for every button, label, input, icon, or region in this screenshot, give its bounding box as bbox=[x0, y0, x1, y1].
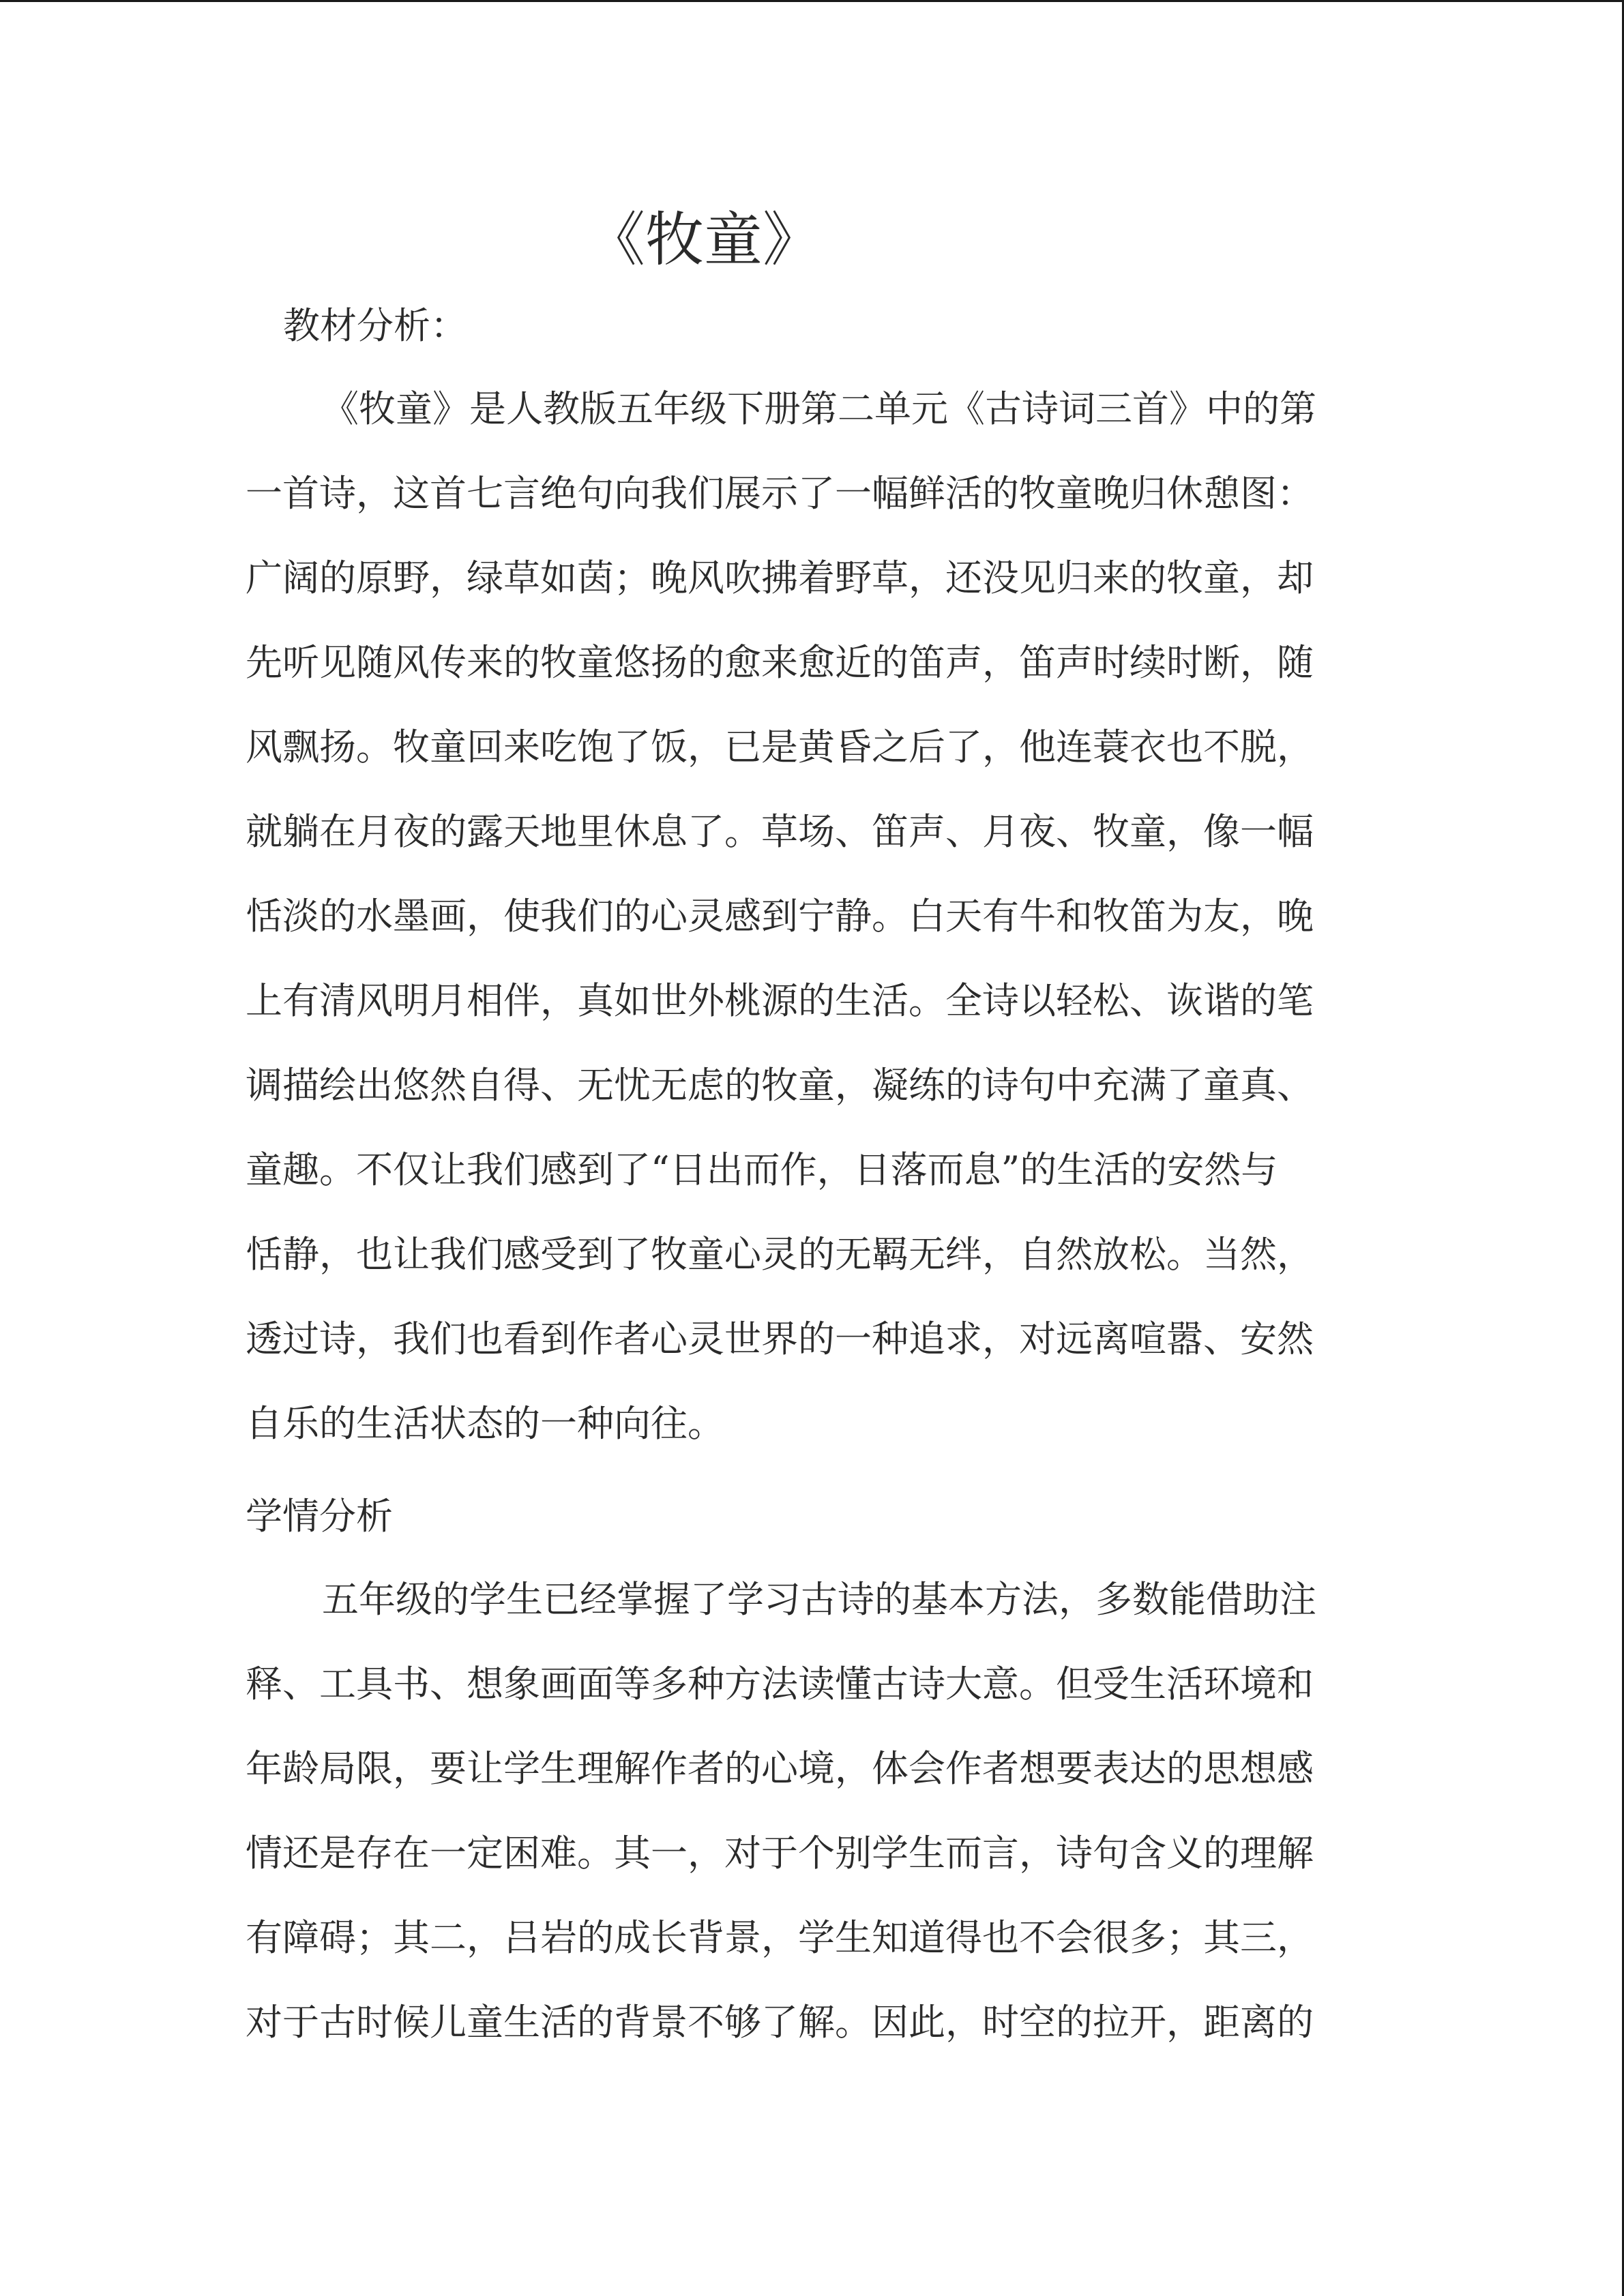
paragraph-line: 童趣。不仅让我们感到了“日出而作，日落而息”的生活的安然与 bbox=[246, 1148, 1278, 1191]
paragraph-line: 年龄局限，要让学生理解作者的心境，体会作者想要表达的思想感 bbox=[246, 1747, 1314, 1790]
paragraph-line: 先听见随风传来的牧童悠扬的愈来愈近的笛声，笛声时续时断，随 bbox=[246, 641, 1314, 684]
paragraph-line: 释、工具书、想象画面等多种方法读懂古诗大意。但受生活环境和 bbox=[246, 1663, 1314, 1705]
section-heading-student-analysis: 学情分析 bbox=[246, 1495, 393, 1538]
paragraph-line: 调描绘出悠然自得、无忧无虑的牧童，凝练的诗句中充满了童真、 bbox=[246, 1064, 1314, 1107]
section-heading-textbook-analysis: 教材分析： bbox=[283, 304, 467, 347]
paragraph-line: 恬静，也让我们感受到了牧童心灵的无羁无绊，自然放松。当然， bbox=[246, 1233, 1314, 1276]
document-title: 《牧童》 bbox=[587, 206, 821, 274]
paragraph-line: 上有清风明月相伴，真如世外桃源的生活。全诗以轻松、诙谐的笔 bbox=[246, 979, 1314, 1022]
page-top-border bbox=[0, 0, 1624, 2]
paragraph-student-analysis bbox=[246, 1572, 1378, 2080]
paragraph-line: 情还是存在一定困难。其一，对于个别学生而言，诗句含义的理解 bbox=[246, 1832, 1314, 1875]
paragraph-line: 就躺在月夜的露天地里休息了。草场、笛声、月夜、牧童，像一幅 bbox=[246, 810, 1314, 853]
paragraph-line: 有障碍；其二，吕岩的成长背景，学生知道得也不会很多；其三， bbox=[246, 1916, 1314, 1959]
paragraph-line: 广阔的原野，绿草如茵；晚风吹拂着野草，还没见归来的牧童，却 bbox=[246, 556, 1314, 599]
paragraph-line: 一首诗，这首七言绝句向我们展示了一幅鲜活的牧童晚归休憩图： bbox=[246, 472, 1314, 515]
paragraph-line: 透过诗，我们也看到作者心灵世界的一种追求，对远离喧嚣、安然 bbox=[246, 1317, 1314, 1360]
paragraph-textbook-analysis bbox=[246, 382, 1378, 1481]
paragraph-line: 《牧童》是人教版五年级下册第二单元《古诗词三首》中的第 bbox=[322, 387, 1316, 430]
paragraph-line: 风飘扬。牧童回来吃饱了饭，已是黄昏之后了，他连蓑衣也不脱， bbox=[246, 726, 1314, 769]
paragraph-line: 五年级的学生已经掌握了学习古诗的基本方法，多数能借助注 bbox=[322, 1578, 1316, 1621]
paragraph-line: 自乐的生活状态的一种向往。 bbox=[246, 1402, 724, 1445]
paragraph-line: 对于古时候儿童生活的背景不够了解。因此，时空的拉开，距离的 bbox=[246, 2001, 1314, 2044]
paragraph-line: 恬淡的水墨画，使我们的心灵感到宁静。白天有牛和牧笛为友，晚 bbox=[246, 895, 1314, 938]
